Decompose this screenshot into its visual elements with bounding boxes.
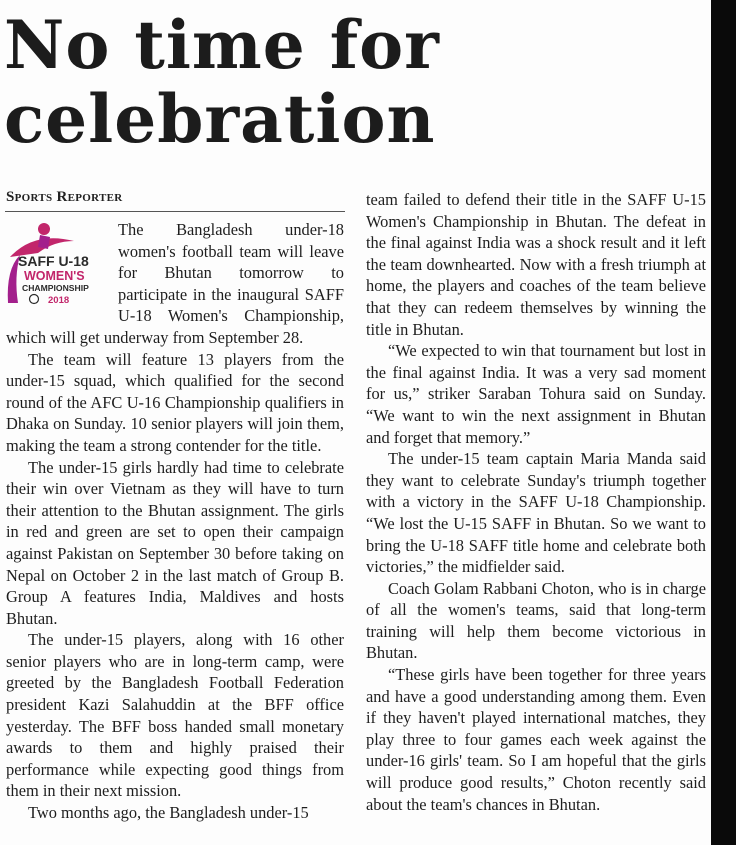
logo-text-saff: SAFF U-18 [18, 253, 89, 269]
saff-u18-championship-logo [4, 219, 112, 305]
paragraph: The under-15 girls hardly had time to celebrate their win over Vietnam as they will have to turn their attention to the Bhutan assignment. The girls in red and green are set to open their campaign against Pakistan on September 30 before taking on Nepal on October 2 in the last match of Group B. Group A features India, Maldives and hosts Bhutan. [6, 457, 344, 628]
paragraph: The under-15 players, along with 16 other senior players who are in long-term camp, were greeted by the Bangladesh Football Federation president Kazi Salahuddin at the BFF office yesterday. The BFF boss handed small monetary awards to them and highly praised their performance while expecting good things from them in their next mission. [6, 630, 344, 801]
headline-line-2: celebration [4, 80, 436, 158]
byline-divider [5, 211, 345, 212]
paragraph: Coach Golam Rabbani Choton, who is in charge of all the women's teams, said that long-term training will help them become victorious in Bhutan. [366, 578, 706, 663]
article-column-right [366, 189, 706, 815]
saff-logo-graphic [4, 219, 112, 305]
logo-text-year: 2018 [48, 295, 70, 305]
logo-player-head [38, 223, 50, 235]
paragraph: The team will feature 13 players from the under-15 squad, which qualified for the second round of the AFC U-16 Championship qualifiers in Dhaka on Sunday. 10 senior players will join them, making the team a strong contender for the title. [6, 349, 344, 455]
paragraph: “We expected to win that tournament but lost in the final against India. It was a very sad moment for us,” striker Saraban Tohura said on Sunday. “We want to win the next assignment in Bhutan and forget that memory.” [366, 341, 706, 447]
logo-player-body [38, 235, 50, 249]
logo-text-championship: CHAMPIONSHIP [22, 283, 89, 293]
paragraph: The under-15 team captain Maria Manda said they want to celebrate Sunday's triumph together with a victory in the SAFF U-18 Championship. “We lost the U-15 SAFF in Bhutan. So we want to bring the U-18 SAFF title home and celebrate both victories,” the midfielder said. [366, 449, 706, 577]
football-icon [30, 295, 39, 304]
headline-line-1: No time for [4, 6, 440, 84]
paragraph-continued: team failed to defend their title in the SAFF U-15 Women's Championship in Bhutan. The defeat in the final against India was a shock result and it left the team downhearted. Now with a fresh triumph at home, the players and coaches of the team believe that they can redeem themselves by winning the title in Bhutan. [366, 190, 706, 339]
article-column-left [6, 219, 344, 824]
paragraph: “These girls have been together for three years and have a good understanding among them. Even if they haven't played international matches, they play three to four games each week against the under-16 girls' team. So I am hopeful that the girls will produce good results,” Choton recently said about the team's chances in Bhutan. [366, 665, 706, 814]
logo-text-womens: WOMEN'S [24, 269, 85, 283]
paragraph: Two months ago, the Bangladesh under-15 [28, 803, 309, 823]
headline [4, 8, 440, 156]
byline: Sports Reporter [6, 189, 123, 205]
paragraph: The Bangladesh under-18 women's football team will leave for Bhutan tomorrow to participate in the inaugural SAFF U-18 Women's Championship, which will get underway from September 28. [6, 220, 344, 347]
page-edge-border [711, 0, 736, 845]
